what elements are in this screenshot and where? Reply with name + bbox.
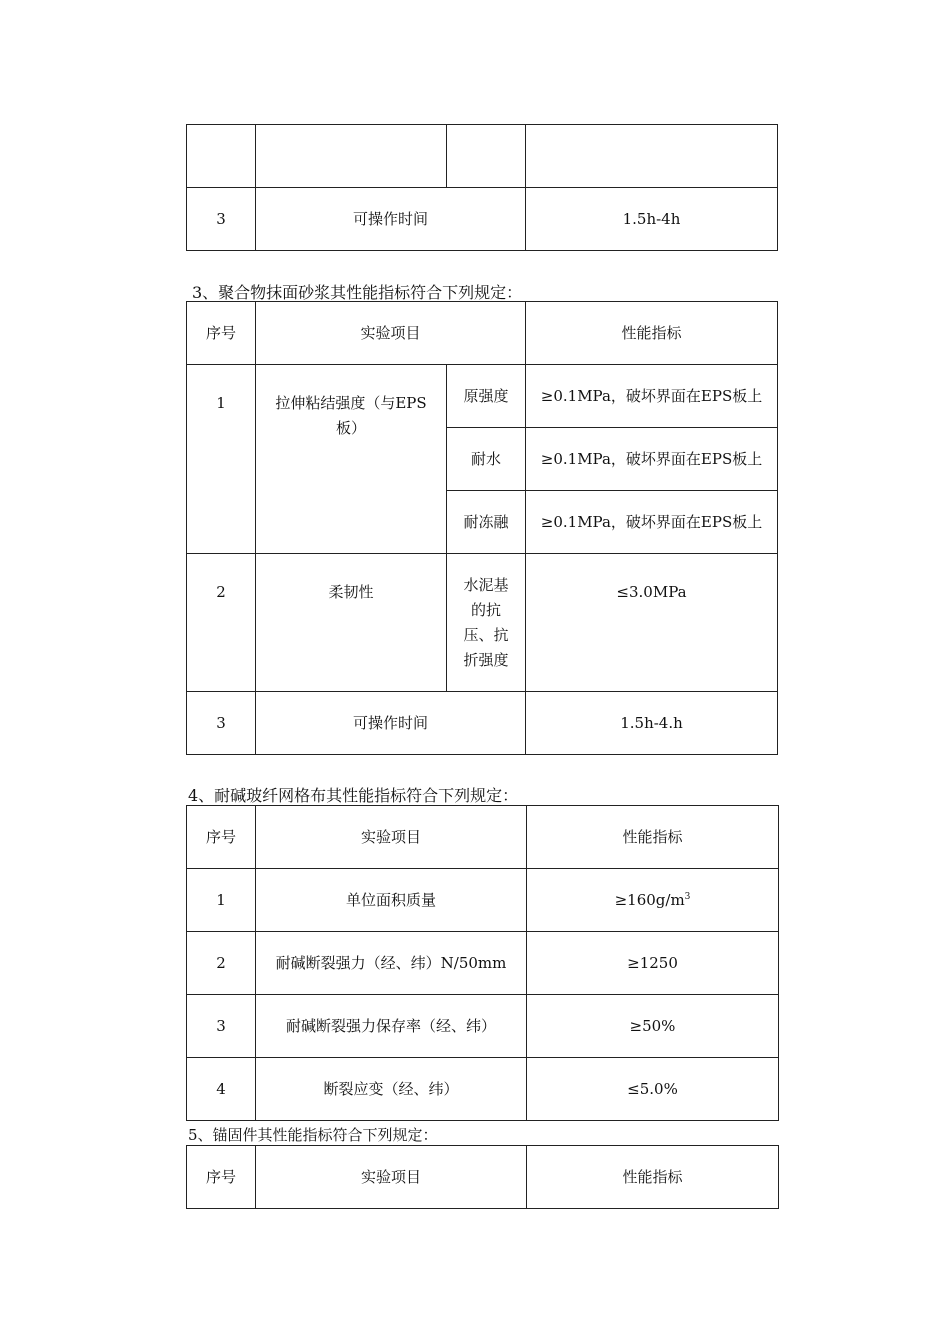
- cell-value: ≥0.1MPa，破坏界面在EPS板上: [526, 365, 778, 428]
- header-value: 性能指标: [527, 1146, 779, 1209]
- section-heading-3: 3、聚合物抹面砂浆其性能指标符合下列规定：: [192, 283, 523, 302]
- cell-no: 2: [187, 554, 256, 692]
- table-row: [187, 869, 779, 932]
- table-row: [187, 932, 779, 995]
- value-superscript: 3: [684, 891, 691, 902]
- table-row: [187, 365, 778, 428]
- cell-value: 1.5h-4h: [526, 188, 778, 251]
- header-value: 性能指标: [526, 302, 778, 365]
- cell-no: [187, 125, 256, 188]
- table-row: [187, 188, 778, 251]
- header-value: 性能指标: [527, 806, 779, 869]
- cell-no: 2: [187, 932, 256, 995]
- section-heading-4: 4、耐碱玻纤网格布其性能指标符合下列规定：: [188, 786, 519, 805]
- cell-value: ≥50%: [527, 995, 779, 1058]
- header-item: 实验项目: [256, 806, 527, 869]
- cell-value: 1.5h-4.h: [526, 692, 778, 755]
- table-row: [187, 1058, 779, 1121]
- cell-value: ≥1250: [527, 932, 779, 995]
- header-no: 序号: [187, 1146, 256, 1209]
- cell-no: 1: [187, 869, 256, 932]
- cell-item: 可操作时间: [256, 692, 526, 755]
- cell-value: [527, 869, 779, 932]
- cell-item: 断裂应变（经、纬）: [256, 1058, 527, 1121]
- cell-item: 耐碱断裂强力保存率（经、纬）: [256, 995, 527, 1058]
- table-mortar: [186, 301, 778, 755]
- cell-value: ≥0.1MPa，破坏界面在EPS板上: [526, 491, 778, 554]
- cell-no: 3: [187, 188, 256, 251]
- table-row: [187, 692, 778, 755]
- cell-value: [526, 125, 778, 188]
- table-header-row: [187, 302, 778, 365]
- cell-sub: [447, 125, 526, 188]
- header-item: 实验项目: [256, 302, 526, 365]
- table-row: [187, 995, 779, 1058]
- cell-value: ≤5.0%: [527, 1058, 779, 1121]
- cell-item: 拉伸粘结强度（与EPS板）: [256, 365, 447, 554]
- cell-item: 耐碱断裂强力（经、纬）N/50mm: [256, 932, 527, 995]
- cell-no: 4: [187, 1058, 256, 1121]
- table-row: [187, 125, 778, 188]
- cell-no: 1: [187, 365, 256, 554]
- table-continued: [186, 124, 778, 251]
- cell-item: 单位面积质量: [256, 869, 527, 932]
- cell-sub: 水泥基的抗压、抗折强度: [447, 554, 526, 692]
- table-anchor: [186, 1145, 779, 1209]
- table-header-row: [187, 806, 779, 869]
- cell-no: 3: [187, 692, 256, 755]
- cell-value: ≤3.0MPa: [526, 554, 778, 692]
- cell-sub: 耐冻融: [447, 491, 526, 554]
- table-header-row: [187, 1146, 779, 1209]
- table-mesh: [186, 805, 779, 1121]
- header-item: 实验项目: [256, 1146, 527, 1209]
- section-heading-5: 5、锚固件其性能指标符合下列规定：: [188, 1126, 438, 1144]
- header-no: 序号: [187, 806, 256, 869]
- cell-item: [256, 125, 447, 188]
- cell-sub: 耐水: [447, 428, 526, 491]
- header-no: 序号: [187, 302, 256, 365]
- cell-item: 柔韧性: [256, 554, 447, 692]
- cell-value: ≥0.1MPa，破坏界面在EPS板上: [526, 428, 778, 491]
- cell-item: 可操作时间: [256, 188, 526, 251]
- cell-sub: 原强度: [447, 365, 526, 428]
- value-text: ≥160g/m: [614, 890, 685, 909]
- cell-no: 3: [187, 995, 256, 1058]
- table-row: [187, 554, 778, 692]
